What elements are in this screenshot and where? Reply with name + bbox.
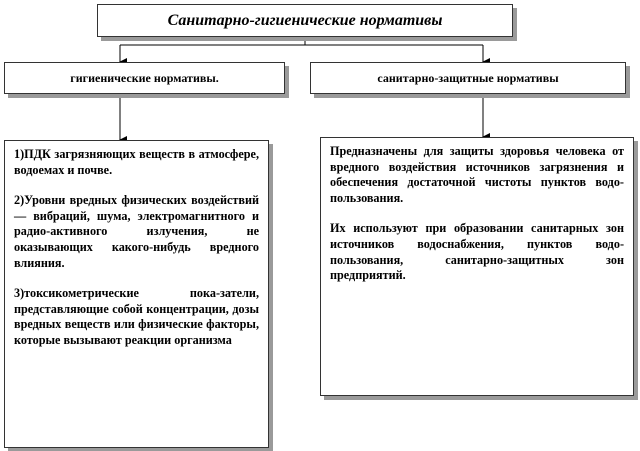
sanitary-protective-norms-box	[310, 62, 626, 94]
hygienic-item-3: 3)токсикометрические пока-затели, представляющие собой концентрации, дозы вредных веществ или физические факторы, которые вызывают реакции организма	[14, 286, 259, 347]
hygienic-norms-heading: гигиенические нормативы.	[70, 70, 219, 85]
sanitary-protective-norms-heading: санитарно-защитные нормативы	[377, 70, 559, 85]
hygienic-norms-details-box	[4, 140, 269, 448]
sanitary-paragraph-2: Их используют при образовании санитарных зон источников водоснабжения, пунктов водо-пользования, санитарно-защитных зон предприятий.	[330, 221, 624, 283]
sanitary-norms-details-box	[320, 137, 634, 396]
diagram-title: Санитарно-гигиенические нормативы	[167, 11, 443, 29]
hygienic-item-1: 1)ПДК загрязняющих веществ в атмосфере, водоемах и почве.	[14, 147, 259, 177]
hygienic-norms-box	[4, 62, 285, 94]
hygienic-item-2: 2)Уровни вредных физических воздействий — вибраций, шума, электромагнитного и радио-активного излучения, не оказывающих какого-нибудь вредного влияния.	[14, 193, 259, 270]
title-box	[97, 4, 513, 37]
sanitary-paragraph-1: Предназначены для защиты здоровья человека от вредного воздействия источников загрязнения и обеспечения достаточной чистоты пунктов водо-пользования.	[330, 144, 624, 205]
